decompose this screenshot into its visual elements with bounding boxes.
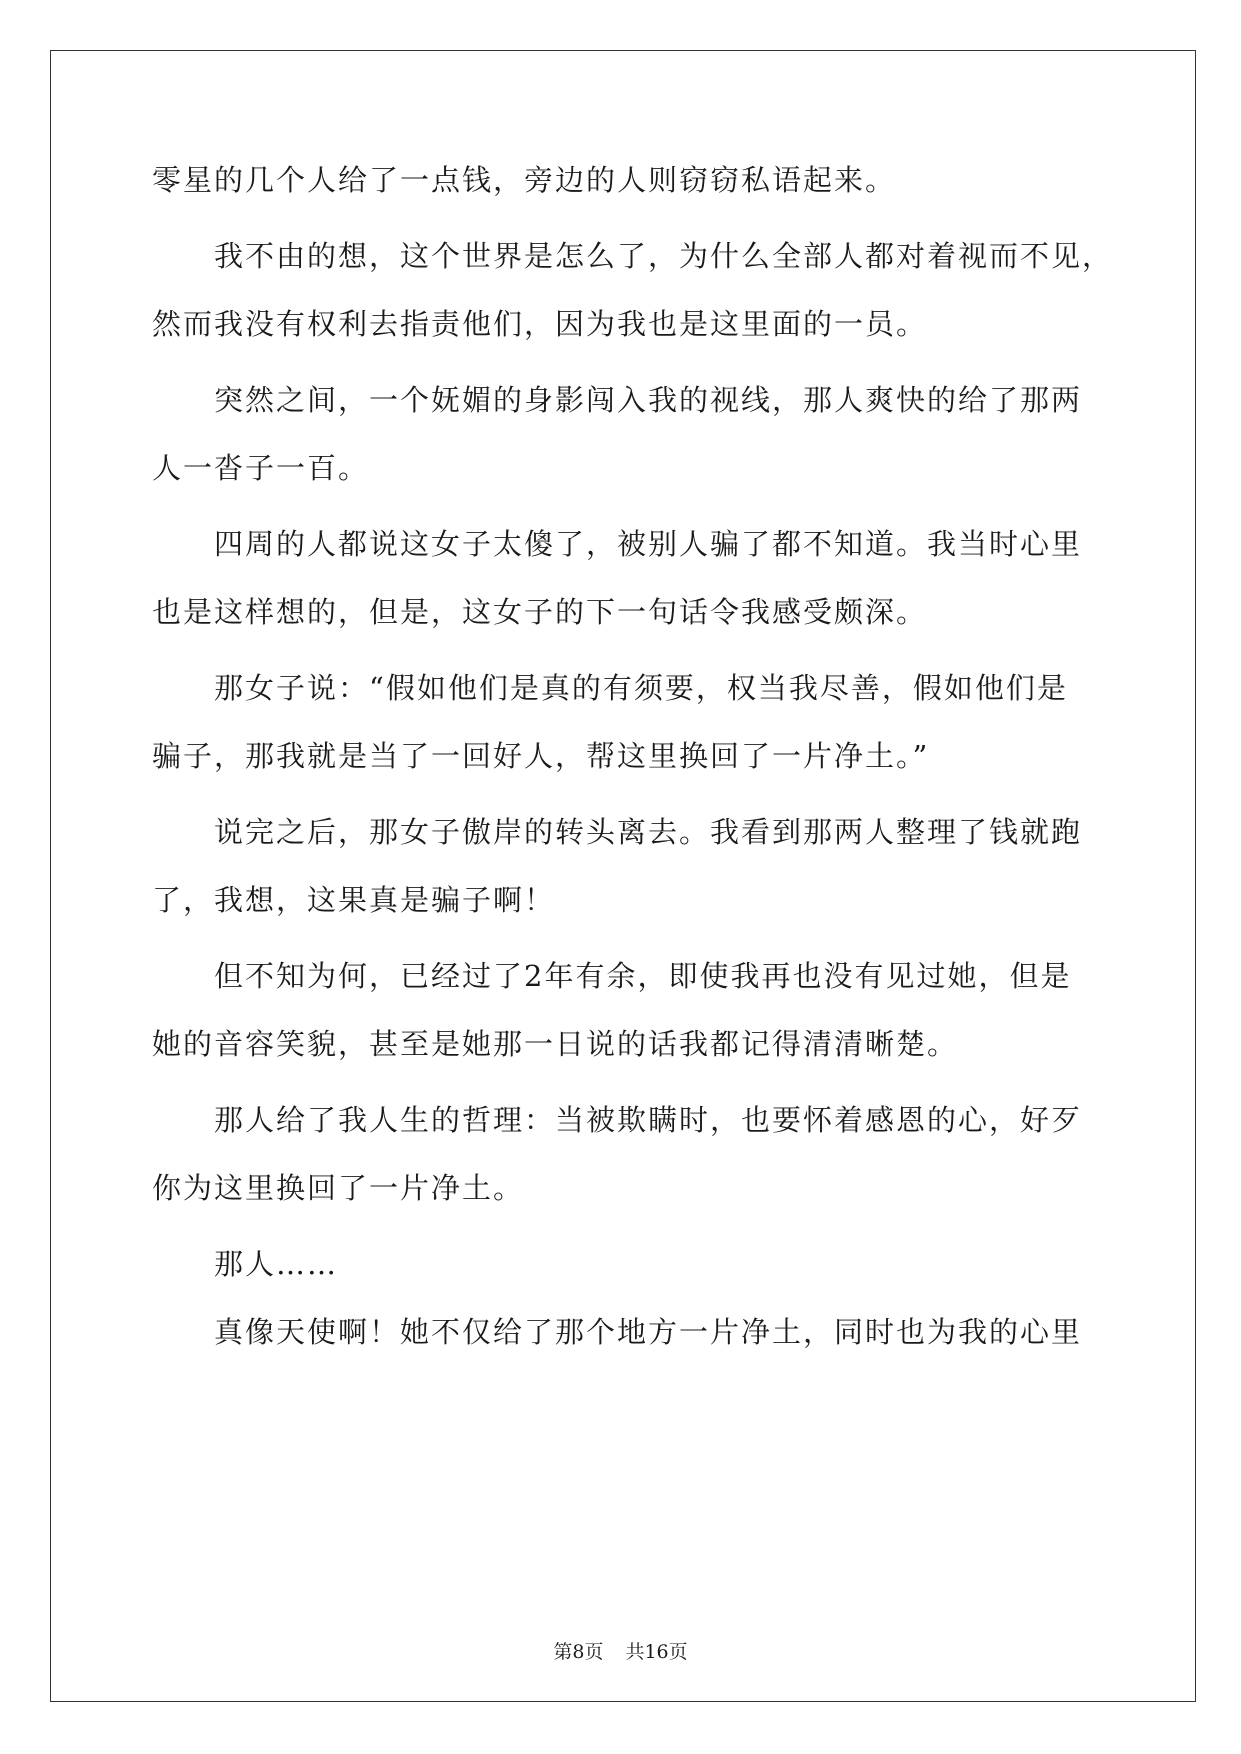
text-line: 说完之后，那女子傲岸的转头离去。我看到那两人整理了钱就跑 (214, 815, 1083, 849)
text-line: 四周的人都说这女子太傻了，被别人骗了都不知道。我当时心里 (214, 527, 1083, 561)
text-line: 人一沓子一百。 (152, 451, 370, 485)
page-number: 第8页 (553, 1641, 604, 1663)
text-line: 然而我没有权利去指责他们，因为我也是这里面的一员。 (152, 307, 928, 341)
text-line: 你为这里换回了一片净土。 (152, 1171, 525, 1205)
page-border (50, 50, 1196, 1702)
text-line: 但不知为何，已经过了2年有余，即使我再也没有见过她，但是 (214, 959, 1072, 993)
text-line: 那人给了我人生的哲理：当被欺瞒时，也要怀着感恩的心，好歹 (214, 1103, 1083, 1137)
page-total: 共16页 (625, 1641, 688, 1663)
text-line: 那女子说：“假如他们是真的有须要，权当我尽善，假如他们是 (214, 671, 1068, 705)
text-line: 那人…… (214, 1247, 339, 1281)
page-footer (0, 1640, 1241, 1664)
text-line: 也是这样想的，但是，这女子的下一句话令我感受颇深。 (152, 595, 928, 629)
text-line: 她的音容笑貌，甚至是她那一日说的话我都记得清清晰楚。 (152, 1027, 959, 1061)
text-line: 我不由的想，这个世界是怎么了，为什么全部人都对着视而不见， (214, 239, 1114, 273)
text-line: 骗子，那我就是当了一回好人，帮这里换回了一片净土。” (152, 739, 930, 773)
text-line: 了，我想，这果真是骗子啊！ (152, 883, 556, 917)
text-line: 突然之间，一个妩媚的身影闯入我的视线，那人爽快的给了那两 (214, 383, 1083, 417)
text-line: 真像天使啊！她不仅给了那个地方一片净土，同时也为我的心里 (214, 1315, 1083, 1349)
text-line: 零星的几个人给了一点钱，旁边的人则窃窃私语起来。 (152, 163, 897, 197)
